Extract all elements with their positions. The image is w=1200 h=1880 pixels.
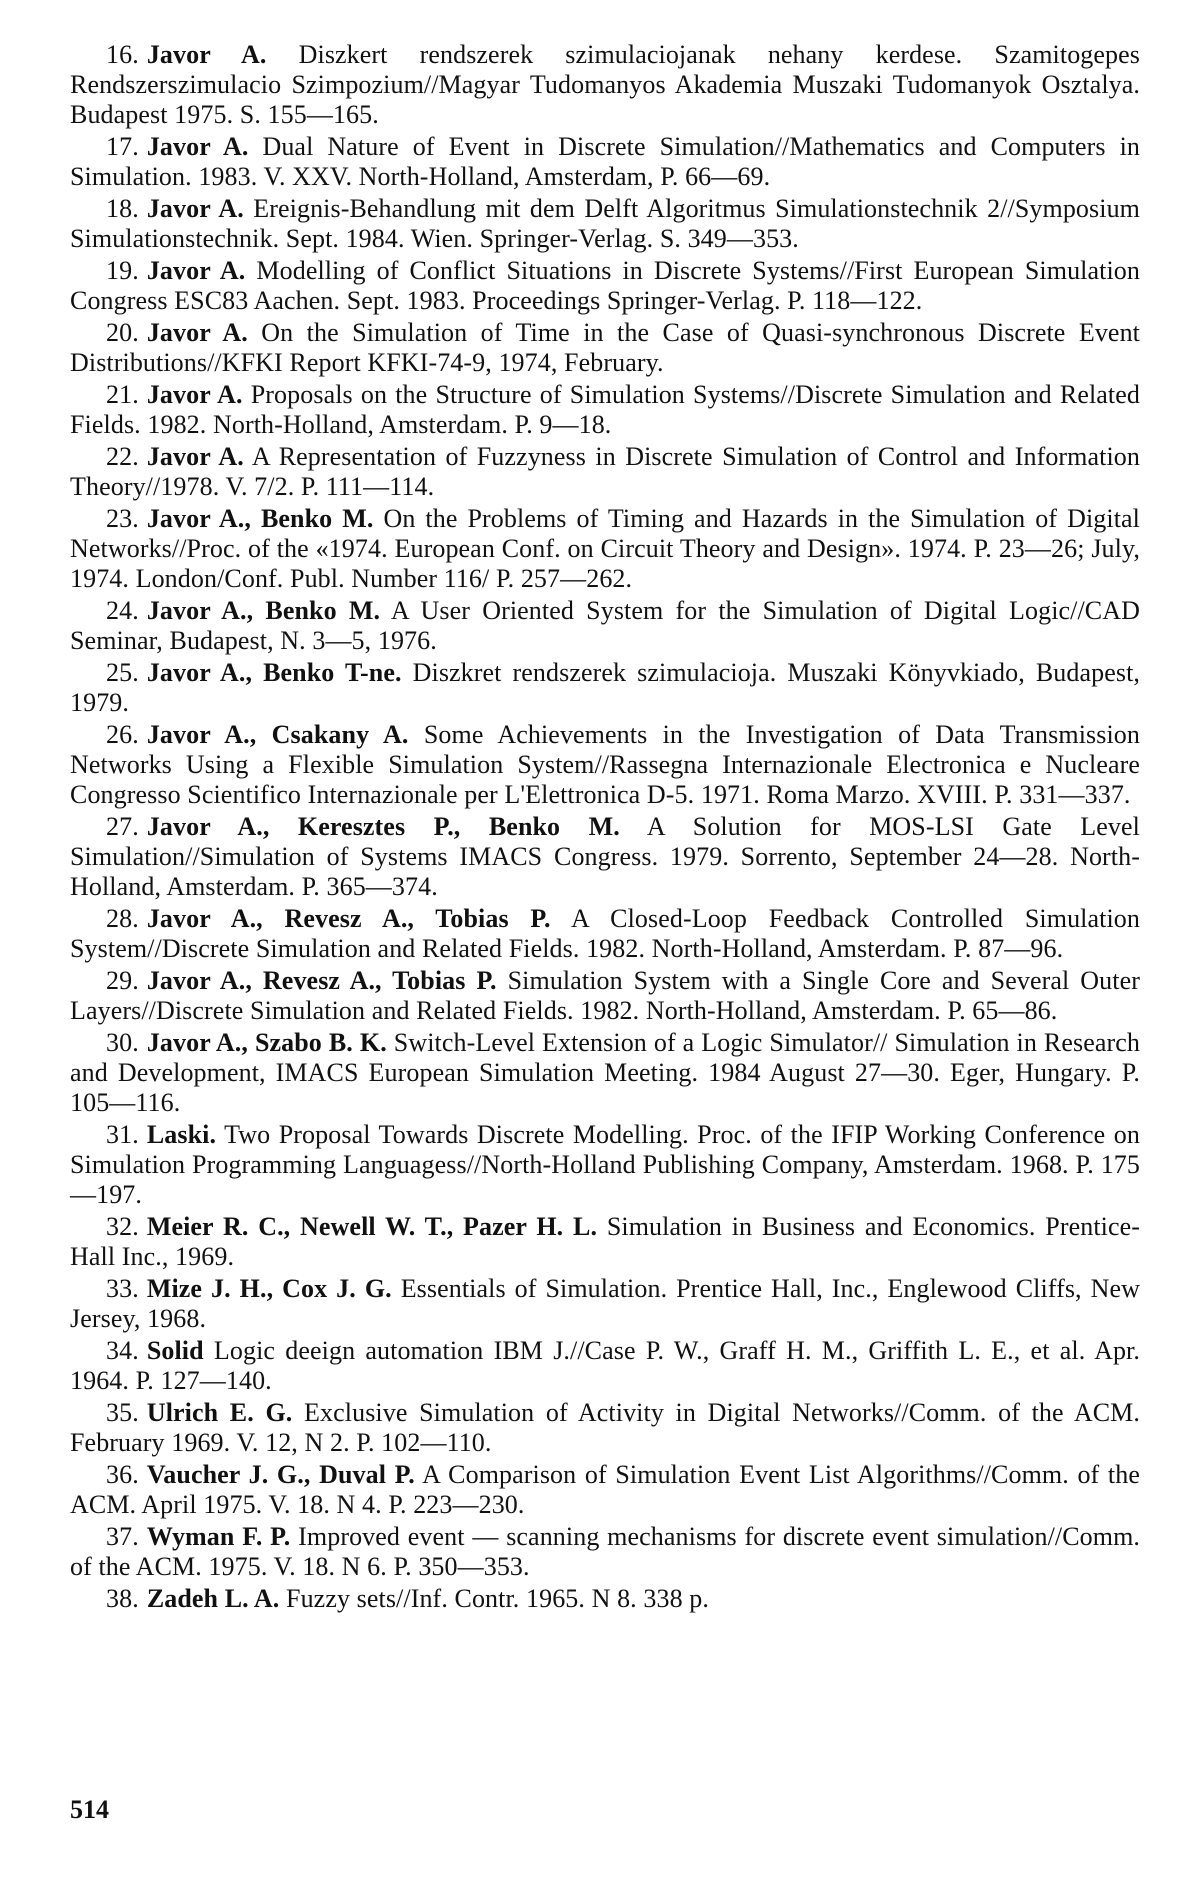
reference-authors: Meier R. C., Newell W. T., Pazer H. L. [146,1212,598,1241]
reference-number: 36. [106,1460,139,1489]
reference-authors: Javor A., Benko T-ne. [146,658,402,687]
reference-number: 31. [106,1120,139,1149]
reference-number: 34. [106,1336,139,1365]
reference-number: 18. [106,194,139,223]
reference-authors: Javor A., Revesz A., Tobias P. [146,904,551,933]
reference-item [70,132,1140,192]
reference-authors: Javor A., Benko M. [146,596,381,625]
reference-authors: Javor A., Keresztes P., Benko M. [146,812,620,841]
reference-text: A Solution for MOS-LSI Gate Level Simulation//Simulation of Systems IMACS Congress. 1979. Sorrento, September 24—28. North-Holland, Amsterdam. P. 365—374. [70,812,1140,901]
reference-item [70,1212,1140,1272]
reference-number: 21. [106,380,139,409]
reference-authors: Javor A., Szabo B. K. [146,1028,387,1057]
reference-item [70,318,1140,378]
reference-item [70,1120,1140,1210]
reference-number: 33. [106,1274,139,1303]
reference-number: 17. [106,132,139,161]
reference-authors: Vaucher J. G., Duval P. [146,1460,415,1489]
reference-text: Switch-Level Extension of a Logic Simulator// Simulation in Research and Development, IMACS European Simulation Meeting. 1984 August 27—30. Eger, Hungary. P. 105—116. [70,1028,1140,1117]
reference-item [70,256,1140,316]
reference-text: Two Proposal Towards Discrete Modelling. Proc. of the IFIP Working Conference on Simulation Programming Languagess//North-Holland Publishing Company, Amsterdam. 1968. P. 175—197. [70,1120,1140,1209]
reference-authors: Zadeh L. A. [146,1584,280,1613]
reference-item [70,1028,1140,1118]
reference-number: 16. [106,40,139,69]
reference-page [70,40,1140,1616]
reference-authors: Solid [146,1336,204,1365]
reference-number: 22. [106,442,139,471]
reference-text: Essentials of Simulation. Prentice Hall, Inc., Englewood Cliffs, New Jersey, 1968. [70,1274,1140,1333]
reference-authors: Wyman F. P. [146,1522,291,1551]
reference-authors: Javor A., Benko M. [146,504,374,533]
reference-number: 25. [106,658,139,687]
reference-item [70,720,1140,810]
reference-item [70,40,1140,130]
reference-item [70,194,1140,254]
reference-item [70,1336,1140,1396]
reference-number: 24. [106,596,139,625]
reference-number: 20. [106,318,139,347]
reference-text: Exclusive Simulation of Activity in Digital Networks//Comm. of the ACM. February 1969. V. 12, N 2. P. 102—110. [70,1398,1140,1457]
reference-item [70,1584,1140,1614]
reference-number: 38. [106,1584,139,1613]
reference-text: Simulation System with a Single Core and Several Outer Layers//Discrete Simulation and Related Fields. 1982. North-Holland, Amsterdam. P. 65—86. [70,966,1140,1025]
reference-authors: Mize J. H., Cox J. G. [146,1274,392,1303]
reference-text: On the Problems of Timing and Hazards in the Simulation of Digital Networks//Proc. of the «1974. European Conf. on Circuit Theory and Design». 1974. P. 23—26; July, 1974. London/Conf. Publ. Number 116/ P. 257—262. [70,504,1140,593]
reference-item [70,1398,1140,1458]
reference-authors: Javor A. [146,194,244,223]
reference-authors: Ulrich E. G. [146,1398,293,1427]
reference-number: 28. [106,904,139,933]
reference-text: Improved event — scanning mechanisms for discrete event simulation//Comm. of the ACM. 1975. V. 18. N 6. P. 350—353. [70,1522,1140,1581]
reference-item [70,658,1140,718]
reference-item [70,1274,1140,1334]
reference-text: Diszkret rendszerek szimulacioja. Muszaki Könyvkiado, Budapest, 1979. [70,658,1141,717]
reference-item [70,904,1140,964]
reference-text: Fuzzy sets//Inf. Contr. 1965. N 8. 338 p. [286,1584,709,1613]
reference-authors: Javor A. [146,442,244,471]
reference-item [70,966,1140,1026]
reference-item [70,1522,1140,1582]
reference-text: A Closed-Loop Feedback Controlled Simulation System//Discrete Simulation and Related Fields. 1982. North-Holland, Amsterdam. P. 87—96. [70,904,1140,963]
reference-text: A User Oriented System for the Simulation of Digital Logic//CAD Seminar, Budapest, N. 3—5, 1976. [70,596,1141,655]
reference-item [70,596,1140,656]
reference-authors: Javor A. [146,380,243,409]
reference-text: Ereignis-Behandlung mit dem Delft Algoritmus Simulationstechnik 2//Symposium Simulationstechnik. Sept. 1984. Wien. Springer-Verlag. S. 349—353. [70,194,1140,253]
reference-number: 26. [106,720,139,749]
reference-number: 30. [106,1028,139,1057]
reference-text: On the Simulation of Time in the Case of Quasi-synchronous Discrete Event Distributions//KFKI Report KFKI-74-9, 1974, February. [70,318,1140,377]
reference-number: 19. [106,256,139,285]
reference-number: 37. [106,1522,139,1551]
reference-item [70,442,1140,502]
reference-authors: Javor A., Revesz A., Tobias P. [146,966,497,995]
reference-text: Diszkert rendszerek szimulaciojanak nehany kerdese. Szamitogepes Rendszerszimulacio Szimpozium//Magyar Tudomanyos Akademia Muszaki Tudomanyok Osztalya. Budapest 1975. S. 155—165. [70,40,1140,129]
reference-authors: Javor A. [146,132,249,161]
reference-list [70,40,1140,1614]
reference-item [70,504,1140,594]
reference-text: Modelling of Conflict Situations in Discrete Systems//First European Simulation Congress ESC83 Aachen. Sept. 1983. Proceedings Springer-Verlag. P. 118—122. [70,256,1140,315]
reference-number: 23. [106,504,139,533]
reference-text: Some Achievements in the Investigation of Data Transmission Networks Using a Flexible Simulation System//Rassegna Internazionale Electronica e Nucleare Congresso Scientifico Internazionale per L'Elettronica D-5. 1971. Roma Marzo. XVIII. P. 331—337. [70,720,1140,809]
reference-item [70,1460,1140,1520]
reference-text: Logic deeign automation IBM J.//Case P. W., Graff H. M., Griffith L. E., et al. Apr. 1964. P. 127—140. [70,1336,1140,1395]
reference-item [70,812,1140,902]
reference-authors: Javor A. [146,40,267,69]
reference-item [70,380,1140,440]
reference-authors: Javor A., Csakany A. [146,720,409,749]
reference-text: Simulation in Business and Economics. Prentice-Hall Inc., 1969. [70,1212,1140,1271]
page-number: 514 [70,1795,109,1824]
reference-number: 35. [106,1398,139,1427]
reference-authors: Javor A. [146,256,246,285]
reference-text: Dual Nature of Event in Discrete Simulation//Mathematics and Computers in Simulation. 1983. V. XXV. North-Holland, Amsterdam, P. 66—69. [70,132,1141,191]
reference-text: Proposals on the Structure of Simulation Systems//Discrete Simulation and Related Fields. 1982. North-Holland, Amsterdam. P. 9—18. [70,380,1140,439]
reference-authors: Laski. [146,1120,217,1149]
reference-authors: Javor A. [146,318,248,347]
reference-text: A Comparison of Simulation Event List Algorithms//Comm. of the ACM. April 1975. V. 18. N 4. P. 223—230. [70,1460,1140,1519]
reference-number: 29. [106,966,139,995]
reference-number: 27. [106,812,139,841]
reference-number: 32. [106,1212,139,1241]
reference-text: A Representation of Fuzzyness in Discrete Simulation of Control and Information Theory//1978. V. 7/2. P. 111—114. [70,442,1140,501]
